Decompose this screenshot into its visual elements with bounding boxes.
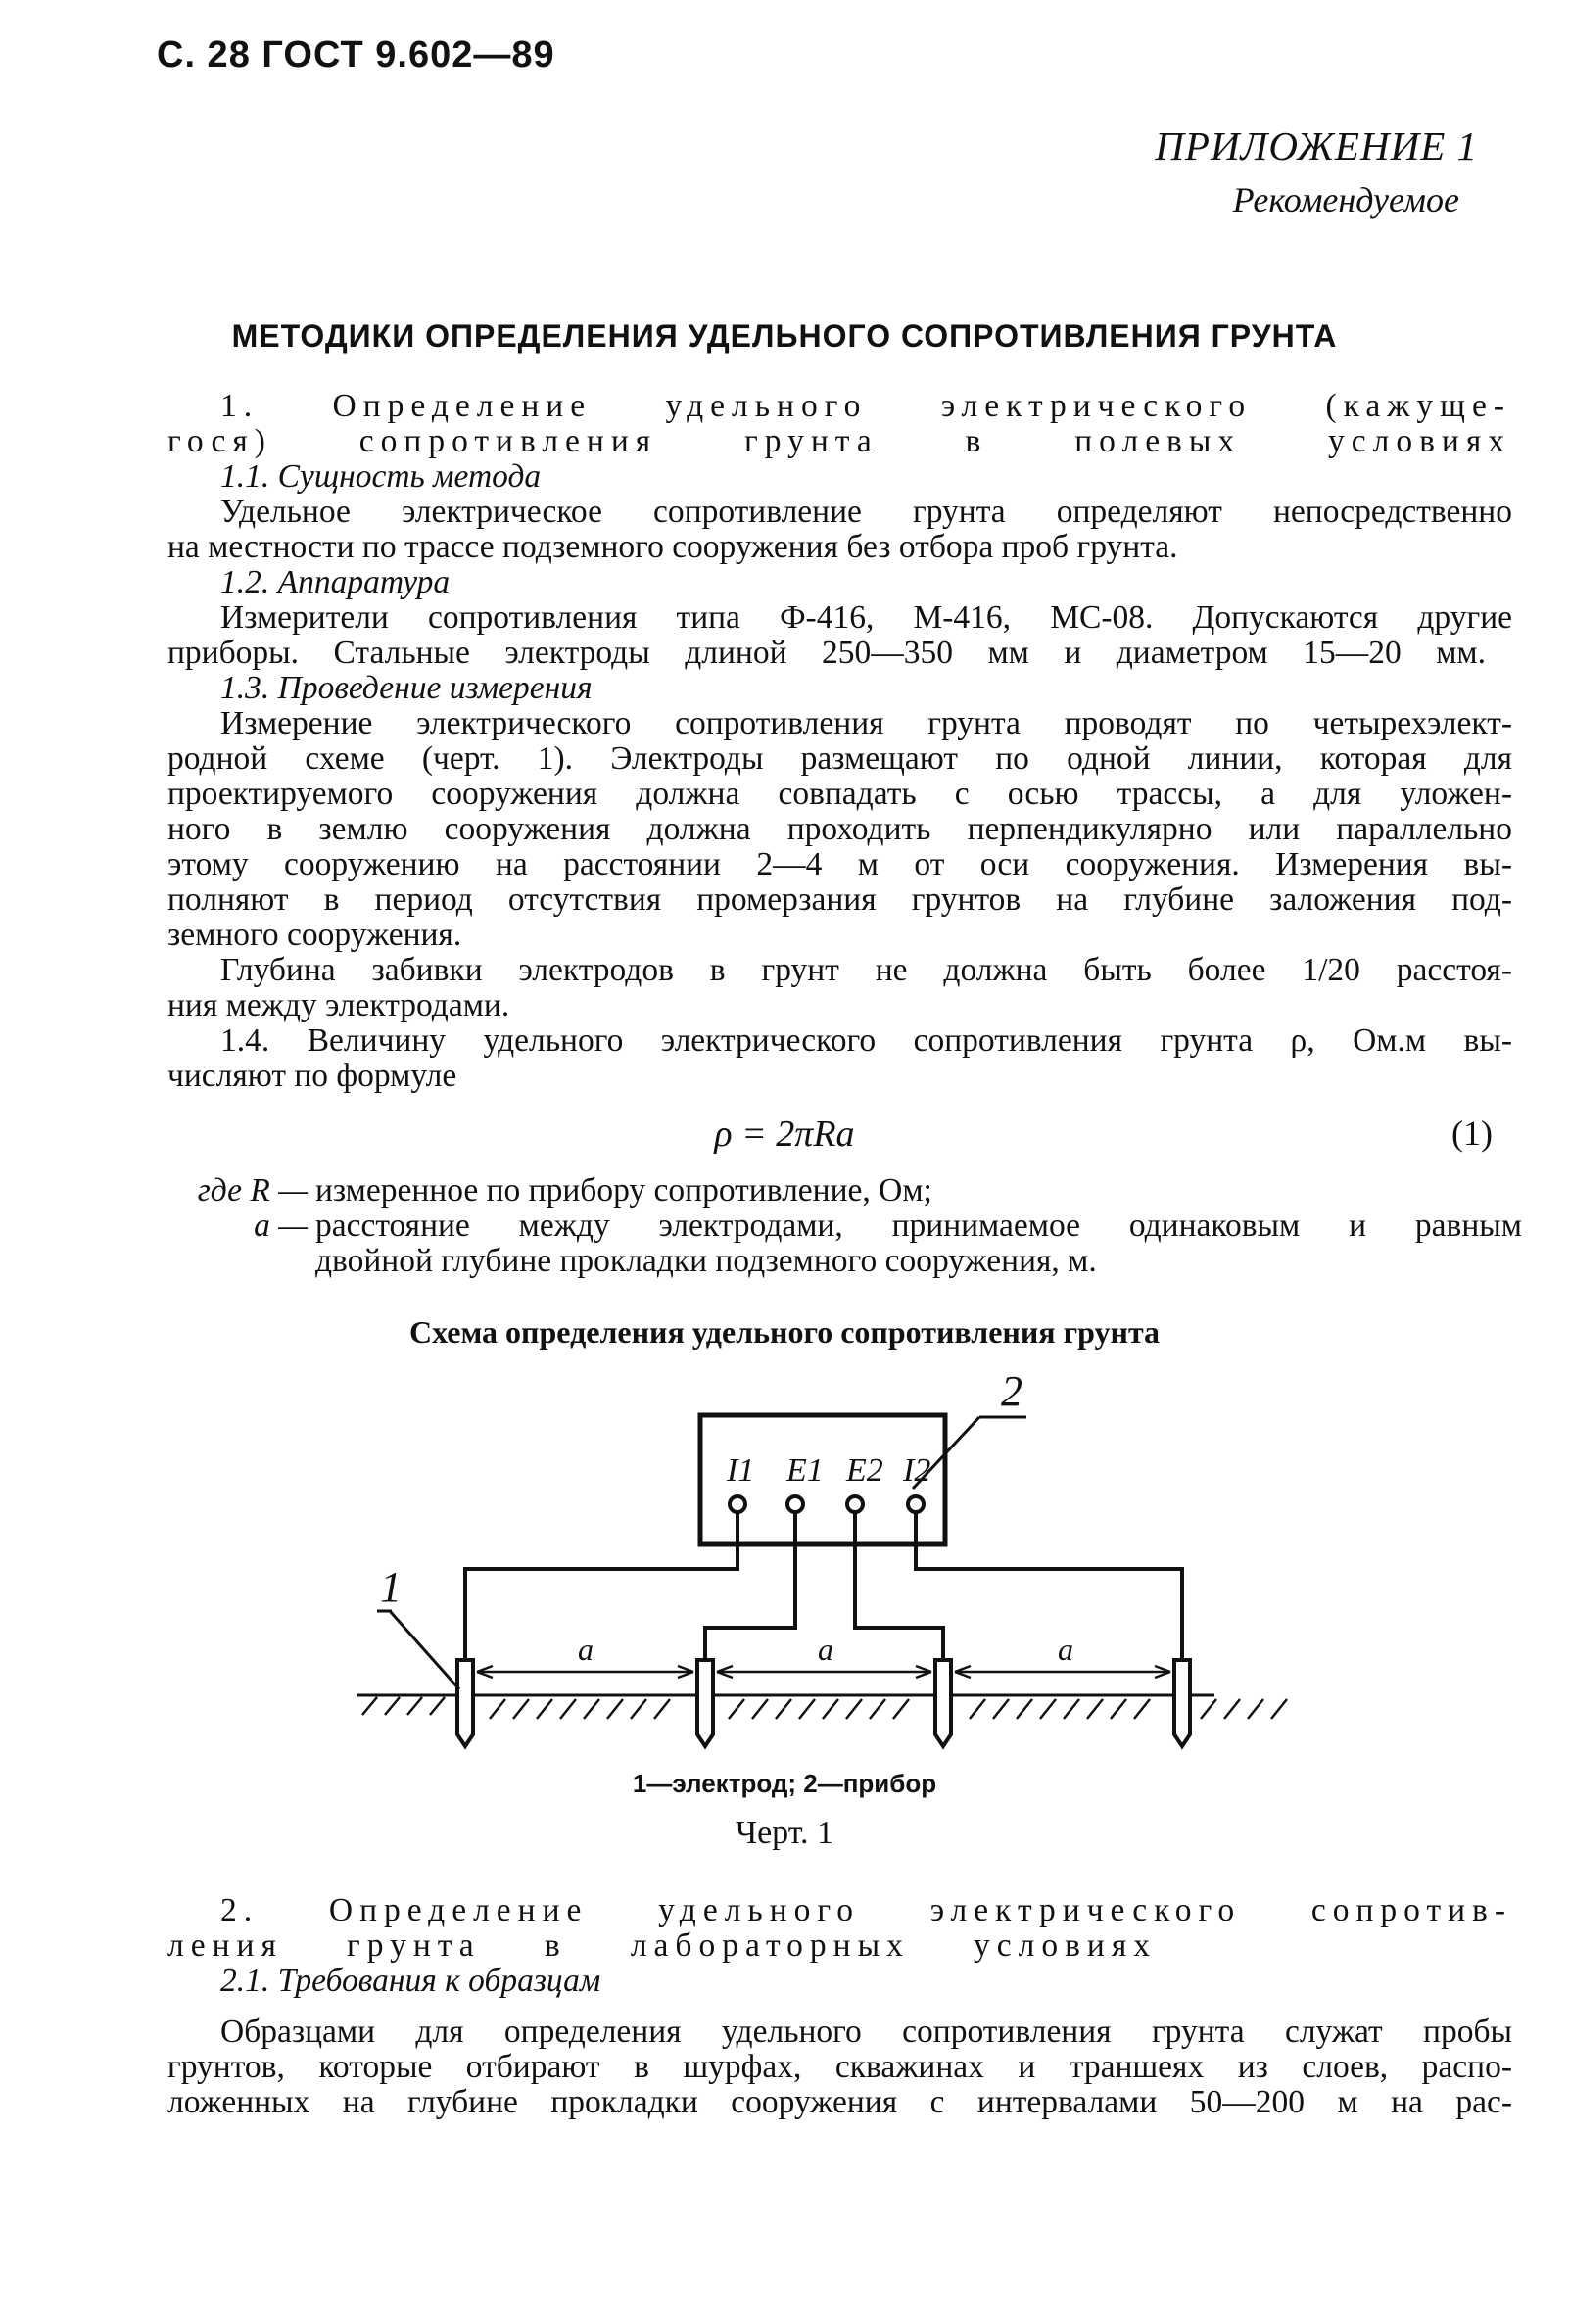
s21-line3: ложенных на глубине прокладки сооружения с интервалами 50—200 м на рас- — [167, 2084, 1512, 2120]
section1-1 — [220, 459, 1511, 495]
s13-line3: проектируемого сооружения должна совпадать с осью трассы, а для уложен- — [167, 776, 1512, 812]
s13-line9: ния между электродами. — [167, 987, 510, 1023]
distance-label-1: a — [578, 1632, 594, 1667]
s14-line1: 1.4. Величину удельного электрического сопротивления грунта ρ, Ом.м вы- — [220, 1022, 1512, 1059]
annex-subtitle: Рекомендуемое — [1232, 180, 1459, 219]
wire-e1 — [705, 1512, 795, 1660]
where-a-text1: расстояние между электродами, принимаемое одинаковым и равным — [315, 1208, 1522, 1244]
dimension-lines — [477, 1666, 1170, 1678]
measurement-scheme-diagram — [0, 1366, 1569, 1758]
s13-text-b — [167, 741, 1512, 953]
electrode-4 — [1174, 1660, 1190, 1746]
where-a-row2 — [157, 1244, 1522, 1279]
s13-line2: родной схеме (черт. 1). Электроды размещают по одной линии, которая для — [167, 740, 1512, 777]
section1-2 — [220, 565, 1511, 600]
ground-hatching — [362, 1697, 1287, 1719]
s12-text — [220, 600, 1512, 636]
s11-text-2 — [167, 530, 1512, 565]
terminal-i2 — [908, 1496, 924, 1512]
terminal-label-e1: E1 — [786, 1452, 824, 1489]
where-r-text: измеренное по прибору сопротивление, Ом; — [315, 1172, 932, 1209]
section1-heading-line1: 1. Определение удельного электрического (кажуще- — [220, 388, 1511, 424]
where-a-symbol: a — — [254, 1208, 308, 1244]
section1-body — [167, 388, 1511, 459]
device-number-label: 2 — [1001, 1367, 1022, 1415]
s21-line2: грунтов, которые отбирают в шурфах, скважинах и траншеях из слоев, распо- — [167, 2049, 1512, 2085]
section2-heading-line1: 2. Определение удельного электрического сопротив- — [220, 1892, 1512, 1928]
s12-line2: приборы. Стальные электроды длиной 250—350 мм и диаметром 15—20 мм. — [167, 635, 1486, 671]
section2-heading-b — [167, 1928, 1157, 1964]
s11-text — [220, 495, 1512, 530]
s12-title: 1.2. Аппаратура — [220, 564, 451, 600]
formula-number: (1) — [1451, 1114, 1493, 1153]
where-r-row — [157, 1173, 1522, 1209]
s13-line6: полняют в период отсутствия промерзания грунтов на глубине заложения под- — [167, 881, 1512, 918]
s13-line7: земного сооружения. — [167, 917, 462, 953]
electrode-number-label: 1 — [380, 1563, 402, 1611]
wire-e2 — [855, 1512, 943, 1660]
electrode-3 — [935, 1660, 951, 1746]
s14-text-a — [220, 1023, 1512, 1059]
s13-title: 1.3. Проведение измерения — [220, 670, 593, 706]
terminal-label-i1: I1 — [727, 1452, 755, 1489]
where-a-text2: двойной глубине прокладки подземного сооружения, м. — [315, 1243, 1097, 1279]
terminal-i1 — [730, 1496, 745, 1512]
wire-i1 — [465, 1512, 737, 1660]
s21-title: 2.1. Требования к образцам — [220, 1963, 601, 1999]
s13-text-d — [167, 988, 1512, 1023]
terminal-e1 — [787, 1496, 803, 1512]
section1-3 — [220, 671, 1511, 706]
figure-legend: 1—электрод; 2—прибор — [632, 1769, 937, 1798]
s11-line2: на местности по трассе подземного сооружения без отбора проб грунта. — [167, 529, 1178, 565]
section2-1 — [220, 1964, 1511, 1999]
s13-line1: Измерение электрического сопротивления грунта проводят по четырехэлект- — [220, 705, 1512, 741]
s21-text-a — [220, 2015, 1512, 2050]
where-a-row — [157, 1209, 1522, 1244]
distance-label-3: a — [1058, 1632, 1073, 1667]
terminal-label-e2: E2 — [846, 1452, 883, 1489]
s21-line1: Образцами для определения удельного сопротивления грунта служат пробы — [220, 2014, 1512, 2050]
s13-line5: этому сооружению на расстоянии 2—4 м от оси сооружения. Измерения вы- — [167, 846, 1512, 882]
formula-legend — [157, 1173, 1522, 1279]
annex-title: ПРИЛОЖЕНИЕ 1 — [1155, 123, 1478, 168]
section2-heading — [220, 1893, 1512, 1928]
figure-caption: Черт. 1 — [735, 1815, 834, 1851]
terminal-e2 — [847, 1496, 863, 1512]
s13-line8: Глубина забивки электродов в грунт не должна быть более 1/20 расстоя- — [220, 952, 1512, 988]
terminal-label-i2: I2 — [903, 1452, 931, 1489]
electrode-2 — [697, 1660, 713, 1746]
s21-text-b — [167, 2050, 1512, 2120]
section2-heading-line2: ления грунта в лабораторных условиях — [167, 1927, 1157, 1964]
figure-title: Схема определения удельного сопротивления грунта — [408, 1314, 1161, 1350]
s11-line1: Удельное электрическое сопротивление грунта определяют непосредственно — [220, 494, 1512, 530]
s14-line2: числяют по формуле — [167, 1058, 457, 1094]
s14-text-b — [167, 1059, 1512, 1094]
distance-label-2: a — [818, 1632, 833, 1667]
section1-heading-line2: гося) сопротивления грунта в полевых условиях — [167, 423, 1511, 459]
wire-i2 — [916, 1512, 1182, 1660]
electrode-1 — [457, 1660, 473, 1746]
formula: ρ = 2πRa — [714, 1114, 855, 1155]
s12-text-2 — [167, 636, 1486, 671]
s13-text-c — [220, 953, 1512, 988]
main-title: МЕТОДИКИ ОПРЕДЕЛЕНИЯ УДЕЛЬНОГО СОПРОТИВЛЕНИЯ ГРУНТА — [231, 318, 1338, 354]
s12-line1: Измерители сопротивления типа Ф-416, М-416, МС-08. Допускаются другие — [220, 599, 1512, 636]
s11-title: 1.1. Сущность метода — [220, 458, 542, 495]
s13-text-a — [220, 706, 1512, 741]
s13-line4: ного в землю сооружения должна проходить перпендикулярно или параллельно — [167, 811, 1512, 847]
where-r-symbol: где R — — [197, 1172, 308, 1209]
page-header: С. 28 ГОСТ 9.602—89 — [157, 34, 555, 75]
